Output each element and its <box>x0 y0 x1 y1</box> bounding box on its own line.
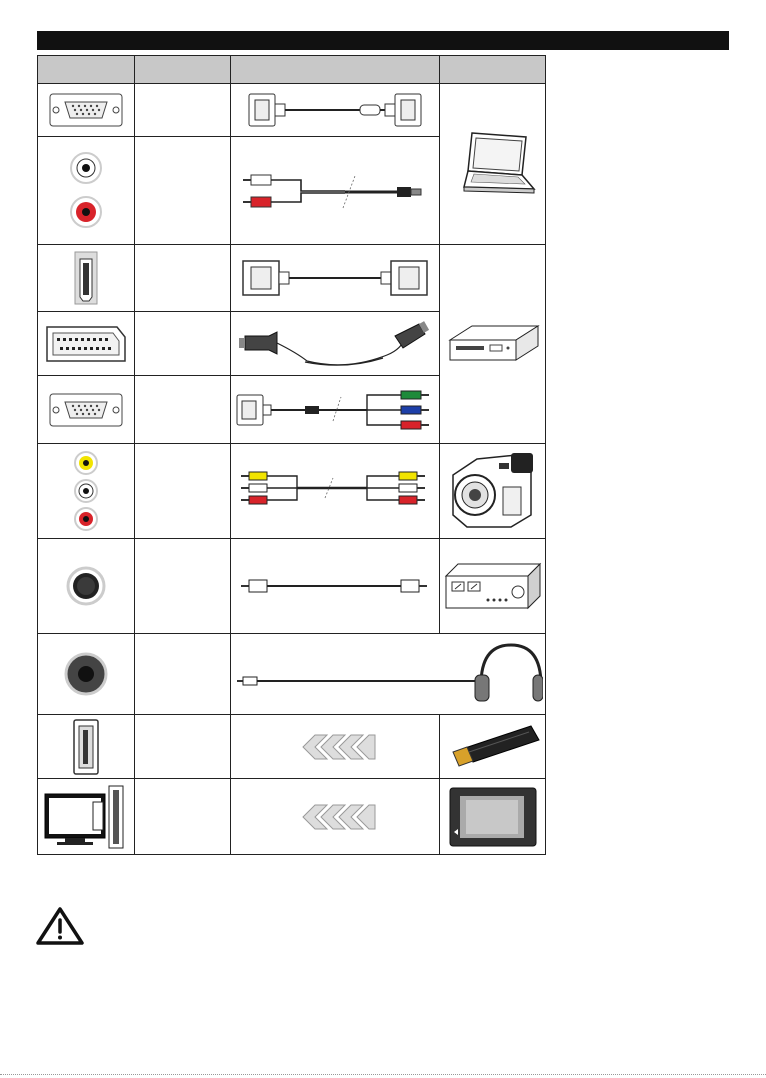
connections-table <box>37 55 546 855</box>
laptop-icon <box>450 129 536 199</box>
hdmi-port-icon <box>71 251 101 305</box>
usb-device-cell <box>440 715 546 779</box>
insert-arrows-icon <box>293 803 377 831</box>
header-device <box>440 56 546 84</box>
vga-port-icon <box>49 393 123 427</box>
headphone-cable-cell <box>231 634 546 715</box>
camcorder-device-cell <box>440 444 546 539</box>
usb-type-cell <box>135 715 231 779</box>
amplifier-icon <box>444 562 542 610</box>
table-row <box>38 444 546 539</box>
table-row <box>38 634 546 715</box>
hdmi-port-cell <box>38 245 135 312</box>
spdif-coax-port-icon <box>66 566 106 606</box>
table-row <box>38 84 546 137</box>
usb-port-icon <box>72 719 100 775</box>
vga-cable-icon <box>235 88 435 132</box>
spdif-cable-cell <box>231 539 440 634</box>
table-row <box>38 245 546 312</box>
component-cable-cell <box>231 376 440 444</box>
dvd-device-cell <box>440 245 546 444</box>
table-row <box>38 539 546 634</box>
ci-arrows-cell <box>231 779 440 855</box>
vga-to-component-cable-icon <box>233 385 437 435</box>
usb-port-cell <box>38 715 135 779</box>
headphone-type-cell <box>135 634 231 715</box>
audio-lr-jack-icon <box>66 146 106 236</box>
rca-to-minijack-cable-icon <box>235 156 435 226</box>
insert-arrows-icon <box>293 733 377 761</box>
scart-type-cell <box>135 312 231 376</box>
headphones-icon <box>475 645 543 701</box>
header-connector <box>38 56 135 84</box>
header-cables <box>231 56 440 84</box>
ci-device-cell <box>440 779 546 855</box>
table-row <box>38 779 546 855</box>
cam-module-icon <box>448 786 538 848</box>
vga-port-cell <box>38 84 135 137</box>
headphone-jack-icon <box>64 652 108 696</box>
scart-cable-cell <box>231 312 440 376</box>
coaxial-audio-cable-icon <box>235 574 435 598</box>
headphone-cable-icon <box>233 639 543 709</box>
table-row <box>38 715 546 779</box>
pc-audio-type-cell <box>135 137 231 245</box>
hdmi-cable-icon <box>235 255 435 301</box>
header-type <box>135 56 231 84</box>
pc-audio-port-cell <box>38 137 135 245</box>
table-header-row <box>38 56 546 84</box>
vga-port-icon <box>49 93 123 127</box>
av-type-cell <box>135 444 231 539</box>
camcorder-icon <box>447 449 539 533</box>
av-port-cell <box>38 444 135 539</box>
scart-port-cell <box>38 312 135 376</box>
warning-triangle-icon <box>35 906 85 946</box>
hdmi-type-cell <box>135 245 231 312</box>
hdmi-cable-cell <box>231 245 440 312</box>
spdif-type-cell <box>135 539 231 634</box>
usb-arrows-cell <box>231 715 440 779</box>
component-type-cell <box>135 376 231 444</box>
section-title-bar <box>37 31 729 50</box>
av-cable-cell <box>231 444 440 539</box>
component-port-cell <box>38 376 135 444</box>
vga-type-cell <box>135 84 231 137</box>
usb-stick-icon <box>445 722 541 772</box>
headphone-port-cell <box>38 634 135 715</box>
page-bottom-rule <box>0 1074 766 1075</box>
pc-audio-cable-cell <box>231 137 440 245</box>
scart-port-icon <box>45 325 127 363</box>
spdif-port-cell <box>38 539 135 634</box>
ci-port-cell <box>38 779 135 855</box>
composite-av-cable-icon <box>235 468 435 514</box>
composite-av-jack-icon <box>71 449 101 533</box>
ci-slot-icon <box>43 784 129 850</box>
amplifier-device-cell <box>440 539 546 634</box>
vga-cable-cell <box>231 84 440 137</box>
ci-type-cell <box>135 779 231 855</box>
laptop-device-cell <box>440 84 546 245</box>
scart-cable-icon <box>235 316 435 372</box>
dvd-player-icon <box>446 324 540 364</box>
